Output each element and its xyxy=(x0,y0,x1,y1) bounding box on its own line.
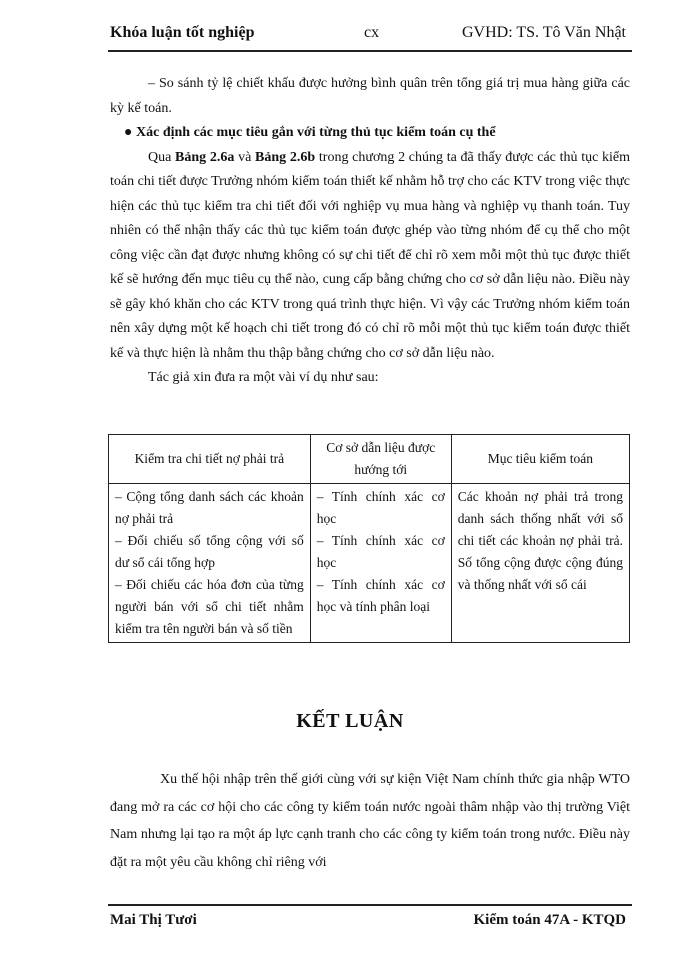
audit-objectives-table xyxy=(108,434,630,643)
table-cell-objectives: Các khoản nợ phải trả trong danh sách thống nhất với sổ chi tiết các khoản nợ phải trả. Số tổng cộng được cộng đúng và thống nhất với sổ cái xyxy=(451,484,629,643)
para2-and: và xyxy=(234,149,256,165)
body-text xyxy=(110,72,630,391)
table-header-cell: Mục tiêu kiểm toán xyxy=(451,435,629,484)
header-thesis-title: Khóa luận tốt nghiệp xyxy=(110,24,255,41)
paragraph-procedures xyxy=(110,146,630,367)
table-cell-assertions xyxy=(310,484,451,643)
bullet-heading-text: Xác định các mục tiêu gắn với từng thủ tục kiểm toán cụ thể xyxy=(136,125,496,140)
bullet-icon: ● xyxy=(124,125,133,140)
para2-prefix: Qua xyxy=(148,149,176,165)
list-item: – Cộng tổng danh sách các khoản nợ phải trả xyxy=(115,489,304,526)
list-item: – Tính chính xác cơ học xyxy=(316,489,445,526)
footer-rule xyxy=(108,904,632,906)
list-item: – Tính chính xác cơ học xyxy=(316,533,445,570)
footer-class: Kiểm toán 47A - KTQD xyxy=(473,912,626,928)
header-center-mark: cx xyxy=(364,24,380,41)
table-cell-detail-tests xyxy=(109,484,311,643)
list-item: – Đối chiếu các hóa đơn của từng người bán với sổ chi tiết nhằm kiểm tra tên người bán và số tiền xyxy=(115,577,304,636)
header-rule xyxy=(108,50,632,52)
footer-author: Mai Thị Tươi xyxy=(110,912,197,928)
table-row xyxy=(109,484,630,643)
ref-table-2-6a: Bảng 2.6a xyxy=(175,149,235,165)
conclusion-body xyxy=(110,766,630,876)
table-header-row xyxy=(109,435,630,484)
para2-rest: trong chương 2 chúng ta đã thấy được các thủ tục kiểm toán chi tiết được Trưởng nhóm kiểm toán thiết kế nhằm hỗ trợ cho các KTV trong việc thực hiện các thủ tục kiểm tra chi tiết đối với nghiệp vụ mua hàng và nghiệp vụ thanh toán. Tuy nhiên có thể nhận thấy các thủ tục kiểm toán được ghép vào từng nhóm để cụ thể cho một công việc cần đạt được nhưng không có sự chi tiết để chỉ rõ xem mỗi một thủ tục được thiết kế sẽ hướng đến mục tiêu cụ thể nào, cung cấp bằng chứng cho cơ sở dẫn liệu nào. Điều này sẽ gây khó khăn cho các KTV trong quá trình thực hiện. Vì vậy các Trưởng nhóm kiểm toán nên xây dựng một kế hoạch chi tiết trong đó có chỉ rõ mỗi một thủ tục kiểm toán được thiết kế và thực hiện là nhằm thu thập bằng chứng cho cơ sở dẫn liệu nào. xyxy=(110,149,631,361)
table-header-cell: Kiểm tra chi tiết nợ phải trả xyxy=(109,435,311,484)
page-footer xyxy=(110,912,630,934)
list-item: – Đối chiếu số tổng cộng với số dư sổ cái tổng hợp xyxy=(115,533,304,570)
page-header xyxy=(110,24,630,50)
conclusion-paragraph: Xu thế hội nhập trên thế giới cùng với sự kiện Việt Nam chính thức gia nhập WTO đang mở ra các cơ hội cho các công ty kiểm toán nước ngoài thâm nhập vào thị trường Việt Nam nhưng lại tạo ra một áp lực cạnh tranh cho các công ty kiểm toán trong nước. Điều này đặt ra một yêu cầu không chỉ riêng với xyxy=(110,772,630,870)
conclusion-heading: KẾT LUẬN xyxy=(296,710,404,732)
ref-table-2-6b: Bảng 2.6b xyxy=(255,149,316,165)
paragraph-discount-ratio: – So sánh tỷ lệ chiết khấu được hưởng bình quân trên tổng giá trị mua hàng giữa các kỳ kế toán. xyxy=(110,76,630,116)
table-header-cell: Cơ sở dẫn liệu được hướng tới xyxy=(310,435,451,484)
list-item: – Tính chính xác cơ học và tính phân loại xyxy=(316,577,445,614)
paragraph-examples-intro: Tác giả xin đưa ra một vài ví dụ như sau: xyxy=(148,370,379,385)
bullet-heading xyxy=(110,121,630,146)
header-advisor: GVHD: TS. Tô Văn Nhật xyxy=(462,24,626,41)
